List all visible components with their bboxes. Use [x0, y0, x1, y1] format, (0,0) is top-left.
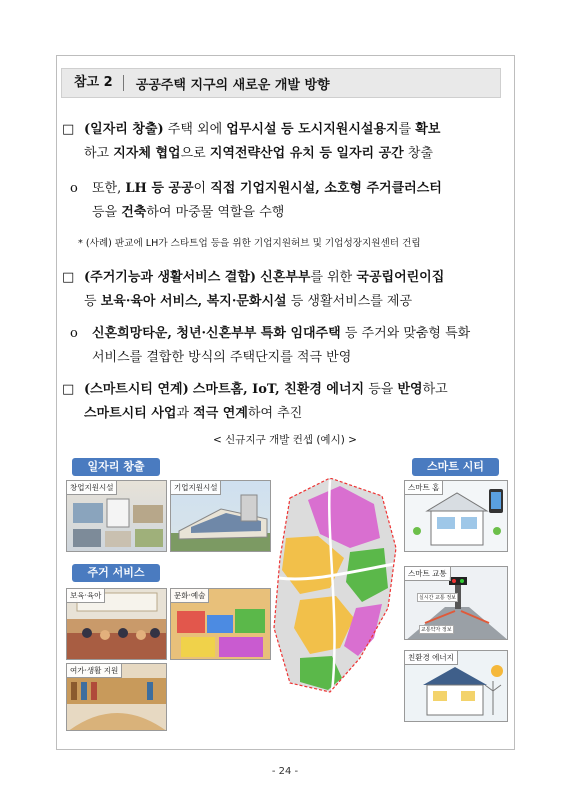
- bold-text: (주거기능과 생활서비스 결합): [84, 270, 257, 285]
- section-title: 공공주택 지구의 새로운 개발 방향: [135, 77, 330, 93]
- bold-text: (스마트시티 연계): [84, 382, 189, 397]
- text-run-group: [92, 350, 351, 365]
- text-run-group: [84, 406, 302, 421]
- text: 를: [398, 122, 416, 137]
- text: 하여 추진: [247, 406, 303, 421]
- bold-text: 지역전략산업 유치 등 일자리 공간: [209, 146, 404, 161]
- bold-text: 업무시설 등 도시지원시설용지: [226, 122, 399, 137]
- bold-text: 반영: [397, 382, 423, 397]
- bold-text: 확보: [415, 122, 441, 137]
- text: 하여 마중물 역할을 수행: [146, 205, 285, 220]
- figure-caption: < 신규지구 개발 컨셉 (예시) >: [213, 434, 357, 446]
- page-number: - 24 -: [271, 766, 299, 777]
- startup-label: 창업지원시설: [67, 481, 117, 495]
- pill-smart-city: 스마트 시티: [412, 458, 499, 476]
- startup-photo: [66, 480, 167, 552]
- smarthome-label: 스마트 홈: [405, 481, 443, 495]
- circle-bullet: o: [70, 181, 78, 196]
- culture-label: 문화·예술: [171, 589, 209, 603]
- paragraph-newlywed: [70, 322, 518, 370]
- pill-jobs: 일자리 창출: [72, 458, 160, 476]
- text: 하고: [84, 146, 114, 161]
- bold-text: (일자리 창출): [84, 122, 164, 137]
- paragraph-jobs: [62, 118, 510, 166]
- p2-row1: [70, 177, 518, 201]
- example-note: * (사례) 판교에 LH가 스타트업 등을 위한 기업지원허브 및 기업성장지원센터 건립: [78, 238, 421, 249]
- bold-text: 국공립어린이집: [356, 270, 445, 285]
- leisure-label: 여가·생활 지원: [67, 664, 122, 678]
- text-run-group: [84, 270, 444, 285]
- pill-housing: 주거 서비스: [72, 564, 160, 582]
- bold-text: 신혼희망타운, 청년·신혼부부 특화 임대주택: [92, 326, 341, 341]
- text: 등 주거와 맞춤형 특화: [340, 326, 471, 341]
- paragraph-housing: [62, 266, 510, 314]
- text-run-group: [84, 294, 412, 309]
- bold-text: 건축: [121, 205, 147, 220]
- text: 주택 외에: [163, 122, 227, 137]
- p3-row2: [62, 290, 510, 314]
- bold-text: 신혼부부: [260, 270, 311, 285]
- p4-row1: [70, 322, 518, 346]
- text-run-group: [84, 122, 440, 137]
- text: 으로: [180, 146, 210, 161]
- smarttraffic-label: 스마트 교통: [405, 567, 451, 581]
- p3-row1: [62, 266, 510, 290]
- business-label: 기업지원시설: [171, 481, 221, 495]
- text: 를 위한: [310, 270, 357, 285]
- smarttraffic-photo: [404, 566, 508, 640]
- traffic-info-label: 실시간 교통 정보: [419, 595, 456, 601]
- leisure-photo: [66, 663, 167, 731]
- paragraph-lh: [70, 177, 518, 225]
- square-bullet: □: [62, 122, 75, 137]
- ecoenergy-photo: [404, 650, 508, 722]
- p1-row1: [62, 118, 510, 142]
- text: 등 생활서비스를 제공: [286, 294, 413, 309]
- text: 등을: [364, 382, 398, 397]
- p5-row2: [62, 402, 510, 426]
- text: 등: [84, 294, 101, 309]
- text-run-group: [92, 326, 470, 341]
- vulnerable-info-label: 교통약자 정보: [421, 627, 452, 633]
- square-bullet: □: [62, 270, 75, 285]
- text: 이: [193, 181, 211, 196]
- text: 하고: [422, 382, 448, 397]
- childcare-label: 보육·육아: [67, 589, 105, 603]
- p4-row2: [70, 346, 518, 370]
- bold-text: 스마트시티 사업: [84, 406, 177, 421]
- square-bullet: □: [62, 382, 75, 397]
- text-run-group: [84, 382, 448, 397]
- site-plan-map: [270, 478, 402, 698]
- p2-row2: [70, 201, 518, 225]
- section-tag: 참고 2: [62, 75, 124, 91]
- bold-text: 보육·육아 서비스, 복지·문화시설: [100, 294, 287, 309]
- circle-bullet: o: [70, 326, 78, 341]
- bold-text: 스마트홈, IoT, 친환경 에너지: [192, 382, 365, 397]
- ecoenergy-label: 친환경 에너지: [405, 651, 458, 665]
- business-photo: [170, 480, 271, 552]
- text-run-group: [92, 181, 442, 196]
- text: 창출: [403, 146, 433, 161]
- text: 등을: [92, 205, 122, 220]
- text-run-group: [92, 205, 284, 220]
- section-header: [61, 68, 501, 98]
- text-run-group: [84, 146, 433, 161]
- text: 과: [176, 406, 194, 421]
- p5-row1: [62, 378, 510, 402]
- text: 또한,: [92, 181, 126, 196]
- smarthome-photo: [404, 480, 508, 552]
- p1-row2: [62, 142, 510, 166]
- bold-text: LH 등 공공: [125, 181, 194, 196]
- culture-photo: [170, 588, 271, 660]
- paragraph-smartcity: [62, 378, 510, 426]
- text: 서비스를 결합한 방식의 주택단지를 적극 반영: [92, 350, 352, 365]
- bold-text: 직접 기업지원시설, 소호형 주거클러스터: [210, 181, 442, 196]
- bold-text: 적극 연계: [193, 406, 248, 421]
- childcare-photo: [66, 588, 167, 660]
- bold-text: 지자체 협업: [113, 146, 181, 161]
